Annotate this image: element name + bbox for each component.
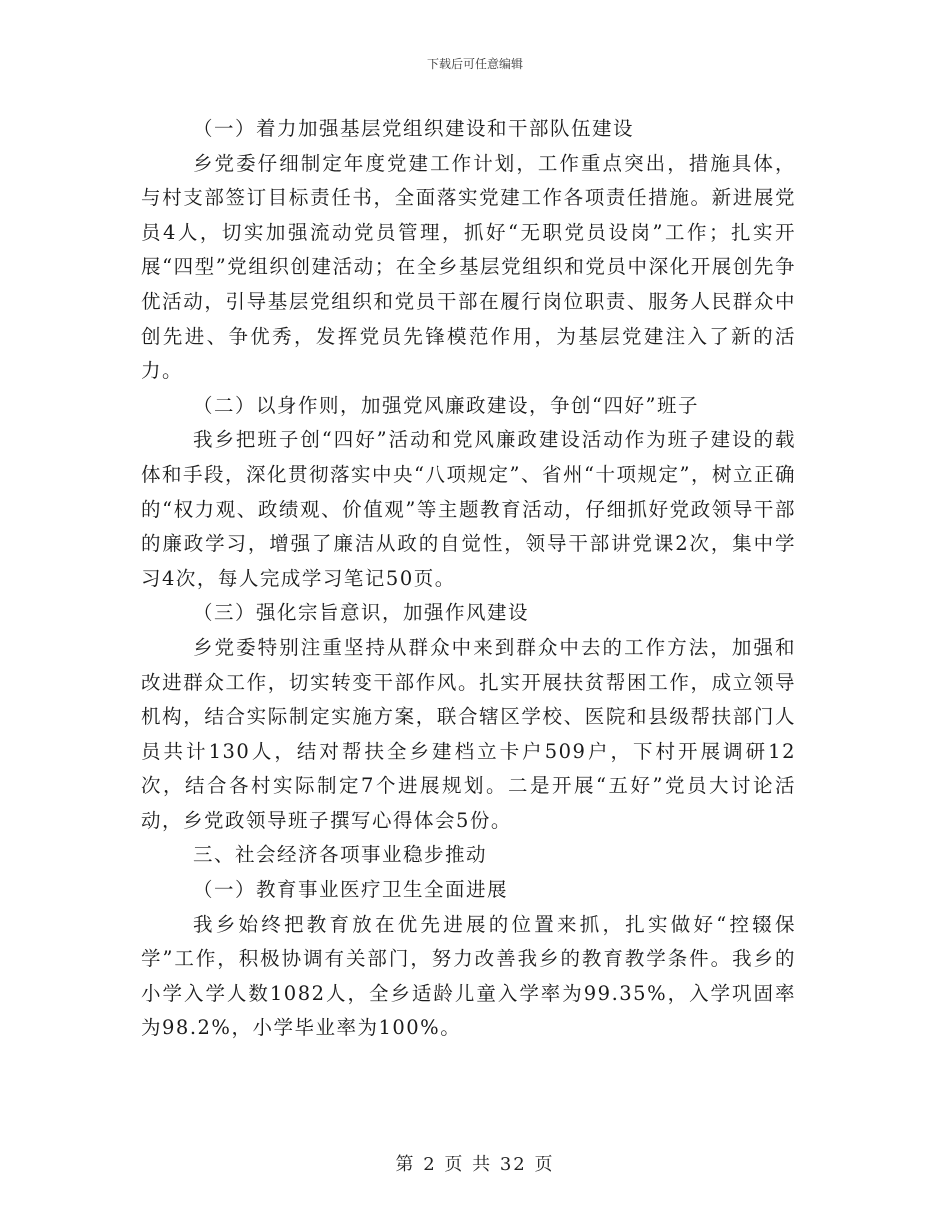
section-heading: （二）以身作则，加强党风廉政建设，争创“四好”班子: [193, 393, 699, 417]
page-header-note: 下载后可任意编辑: [426, 57, 523, 71]
body-paragraph: 乡党委仔细制定年度党建工作计划，工作重点突出，措施具体，与村支部签订目标责任书，全面落实党建工作各项责任措施。新进展党员4人，切实加强流动党员管理，抓好“无职党员设岗”工作；扎实开展“四型”党组织创建活动；在全乡基层党组织和党员中深化开展创先争优活动，引导基层党组织和党员干部在履行岗位职责、服务人民群众中创先进、争优秀，发挥党员先锋模范作用，为基层党建注入了新的活力。: [141, 151, 796, 383]
section-heading: （一）教育事业医疗卫生全面进展: [193, 878, 509, 902]
body-paragraph: 我乡把班子创“四好”活动和党风廉政建设活动作为班子建设的载体和手段，深化贯彻落实中央“八项规定”、省州“十项规定”，树立正确的“权力观、政绩观、价值观”等主题教育活动，仔细抓好党政领导干部的廉政学习，增强了廉洁从政的自觉性，领导干部讲党课2次，集中学习4次，每人完成学习笔记50页。: [141, 428, 796, 590]
chapter-heading: 三、社会经济各项事业稳步推动: [193, 843, 488, 867]
body-paragraph: 乡党委特别注重坚持从群众中来到群众中去的工作方法，加强和改进群众工作，切实转变干部作风。扎实开展扶贫帮困工作，成立领导机构，结合实际制定实施方案，联合辖区学校、医院和县级帮扶部门人员共计130人，结对帮扶全乡建档立卡户509户，下村开展调研12次，结合各村实际制定7个进展规划。二是开展“五好”党员大讨论活动，乡党政领导班子撰写心得体会5份。: [141, 635, 796, 832]
body-paragraph: 我乡始终把教育放在优先进展的位置来抓，扎实做好“控辍保学”工作，积极协调有关部门，努力改善我乡的教育教学条件。我乡的小学入学人数1082人，全乡适龄儿童入学率为99.35%，入学巩固率为98.2%，小学毕业率为100%。: [141, 912, 796, 1040]
section-heading: （三）强化宗旨意识，加强作风建设: [193, 601, 530, 625]
document-body: [141, 112, 796, 1046]
section-heading: （一）着力加强基层党组织建设和干部队伍建设: [193, 117, 635, 140]
page-number-footer: 第 2 页 共 32 页: [395, 1154, 555, 1175]
